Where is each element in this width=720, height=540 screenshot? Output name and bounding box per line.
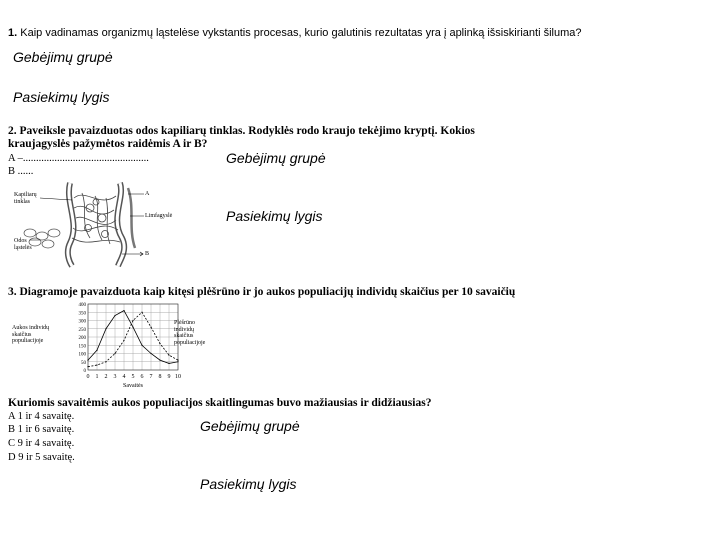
y-tick-label: 300 — [78, 319, 86, 325]
prey-point — [114, 315, 115, 316]
prey-point — [168, 363, 169, 364]
x-tick-label: 4 — [122, 374, 126, 380]
answer-a-line: A –................................................ — [8, 153, 149, 164]
population-chart — [70, 298, 190, 390]
y-tick-label: 150 — [78, 344, 86, 350]
prey-point — [177, 361, 178, 362]
prey-point — [141, 345, 142, 346]
option-d[interactable]: D 9 ir 5 savaitę. — [8, 452, 75, 463]
option-b[interactable]: B 1 ir 6 savaitę. — [8, 424, 75, 435]
chart-grid — [88, 304, 178, 370]
question-1-text: Kaip vadinamas organizmų ląstelėse vykstantis procesas, kurio galutinis rezultatas yra į aplinką išsiskirianti šiluma? — [20, 27, 582, 39]
option-c[interactable]: C 9 ir 4 savaitę. — [8, 438, 75, 449]
option-a[interactable]: A 1 ir 4 savaitę. — [8, 411, 75, 422]
y-tick-label: 250 — [78, 327, 86, 333]
chart-ticks — [79, 303, 182, 389]
question-1 — [8, 27, 582, 39]
x-tick-label: 7 — [149, 374, 153, 380]
predator-point — [123, 340, 124, 341]
predator-point — [114, 353, 115, 354]
y-tick-label: 200 — [78, 336, 86, 341]
question-1-number: 1. — [8, 27, 18, 39]
prey-point — [96, 350, 97, 351]
question-2-line2: kraujagyslės pažymėtos raidėmis A ir B? — [8, 138, 208, 150]
label-skin-cells: Odos ląstelės — [14, 238, 32, 251]
x-tick-label: 10 — [175, 374, 181, 380]
predator-point — [150, 327, 151, 328]
lymph-vessel-path — [128, 188, 135, 248]
predator-point — [105, 361, 106, 362]
predator-point — [168, 355, 169, 356]
question-3-question: Kuriomis savaitėmis aukos populiacijos skaitlingumas buvo mažiausias ir didžiausias? — [8, 397, 432, 409]
capillary-network — [72, 193, 120, 244]
prey-point — [123, 310, 124, 311]
skill-group-label-3: Gebėjimų grupė — [200, 418, 300, 434]
label-b: B — [145, 251, 150, 257]
predator-axis-label: Plėšrūno individų skaičius populiacijoje — [174, 320, 206, 346]
x-tick-label: 5 — [131, 374, 135, 380]
predator-point — [87, 366, 88, 367]
arrow-b-icon — [138, 252, 143, 256]
x-tick-label: 3 — [113, 374, 117, 380]
y-tick-label: 0 — [83, 369, 86, 374]
x-tick-label: 6 — [140, 374, 144, 380]
prey-point — [105, 328, 106, 329]
question-2-number: 2. — [8, 125, 17, 137]
y-tick-label: 400 — [78, 303, 86, 308]
predator-point — [96, 364, 97, 365]
label-lymph-vessel: Limfagyslė — [145, 213, 173, 219]
question-2-heading — [8, 125, 475, 138]
x-tick-label: 8 — [158, 374, 162, 380]
achievement-level-label-3: Pasiekimų lygis — [200, 476, 297, 492]
skill-group-label-2: Gebėjimų grupė — [226, 150, 326, 166]
prey-point — [159, 360, 160, 361]
question-3-number: 3. — [8, 286, 17, 298]
x-tick-label: 1 — [95, 374, 99, 380]
predator-point — [141, 312, 142, 313]
y-tick-label: 50 — [81, 360, 86, 366]
predator-point — [159, 343, 160, 344]
skill-group-label-1: Gebėjimų grupė — [13, 49, 113, 65]
prey-axis-label: Aukos individų skaičius populiacijoje — [12, 325, 50, 344]
achievement-level-label-1: Pasiekimų lygis — [13, 89, 110, 105]
prey-point — [87, 360, 88, 361]
answer-b-line: B ...... — [8, 166, 34, 177]
x-tick-label: 0 — [86, 374, 90, 380]
label-capillary-net: Kapiliarų tinklas — [14, 192, 37, 205]
x-axis-title: Savaitės — [123, 383, 143, 389]
prey-point — [150, 353, 151, 354]
x-tick-label: 2 — [104, 374, 108, 380]
label-a: A — [145, 191, 150, 197]
y-tick-label: 350 — [78, 311, 86, 317]
achievement-level-label-2: Pasiekimų lygis — [226, 208, 323, 224]
predator-point — [177, 360, 178, 361]
prey-point — [132, 327, 133, 328]
predator-point — [132, 320, 133, 321]
question-2-line1: Paveiksle pavaizduotas odos kapiliarų tinklas. Rodyklės rodo kraujo tekėjimo kryptį. Kokios — [19, 125, 475, 137]
y-tick-label: 100 — [78, 352, 86, 358]
question-3-text: Diagramoje pavaizduota kaip kitęsi plėšrūno ir jo aukos populiacijų individų skaičius per 10 savaičių — [19, 286, 516, 298]
x-tick-label: 9 — [167, 374, 171, 380]
